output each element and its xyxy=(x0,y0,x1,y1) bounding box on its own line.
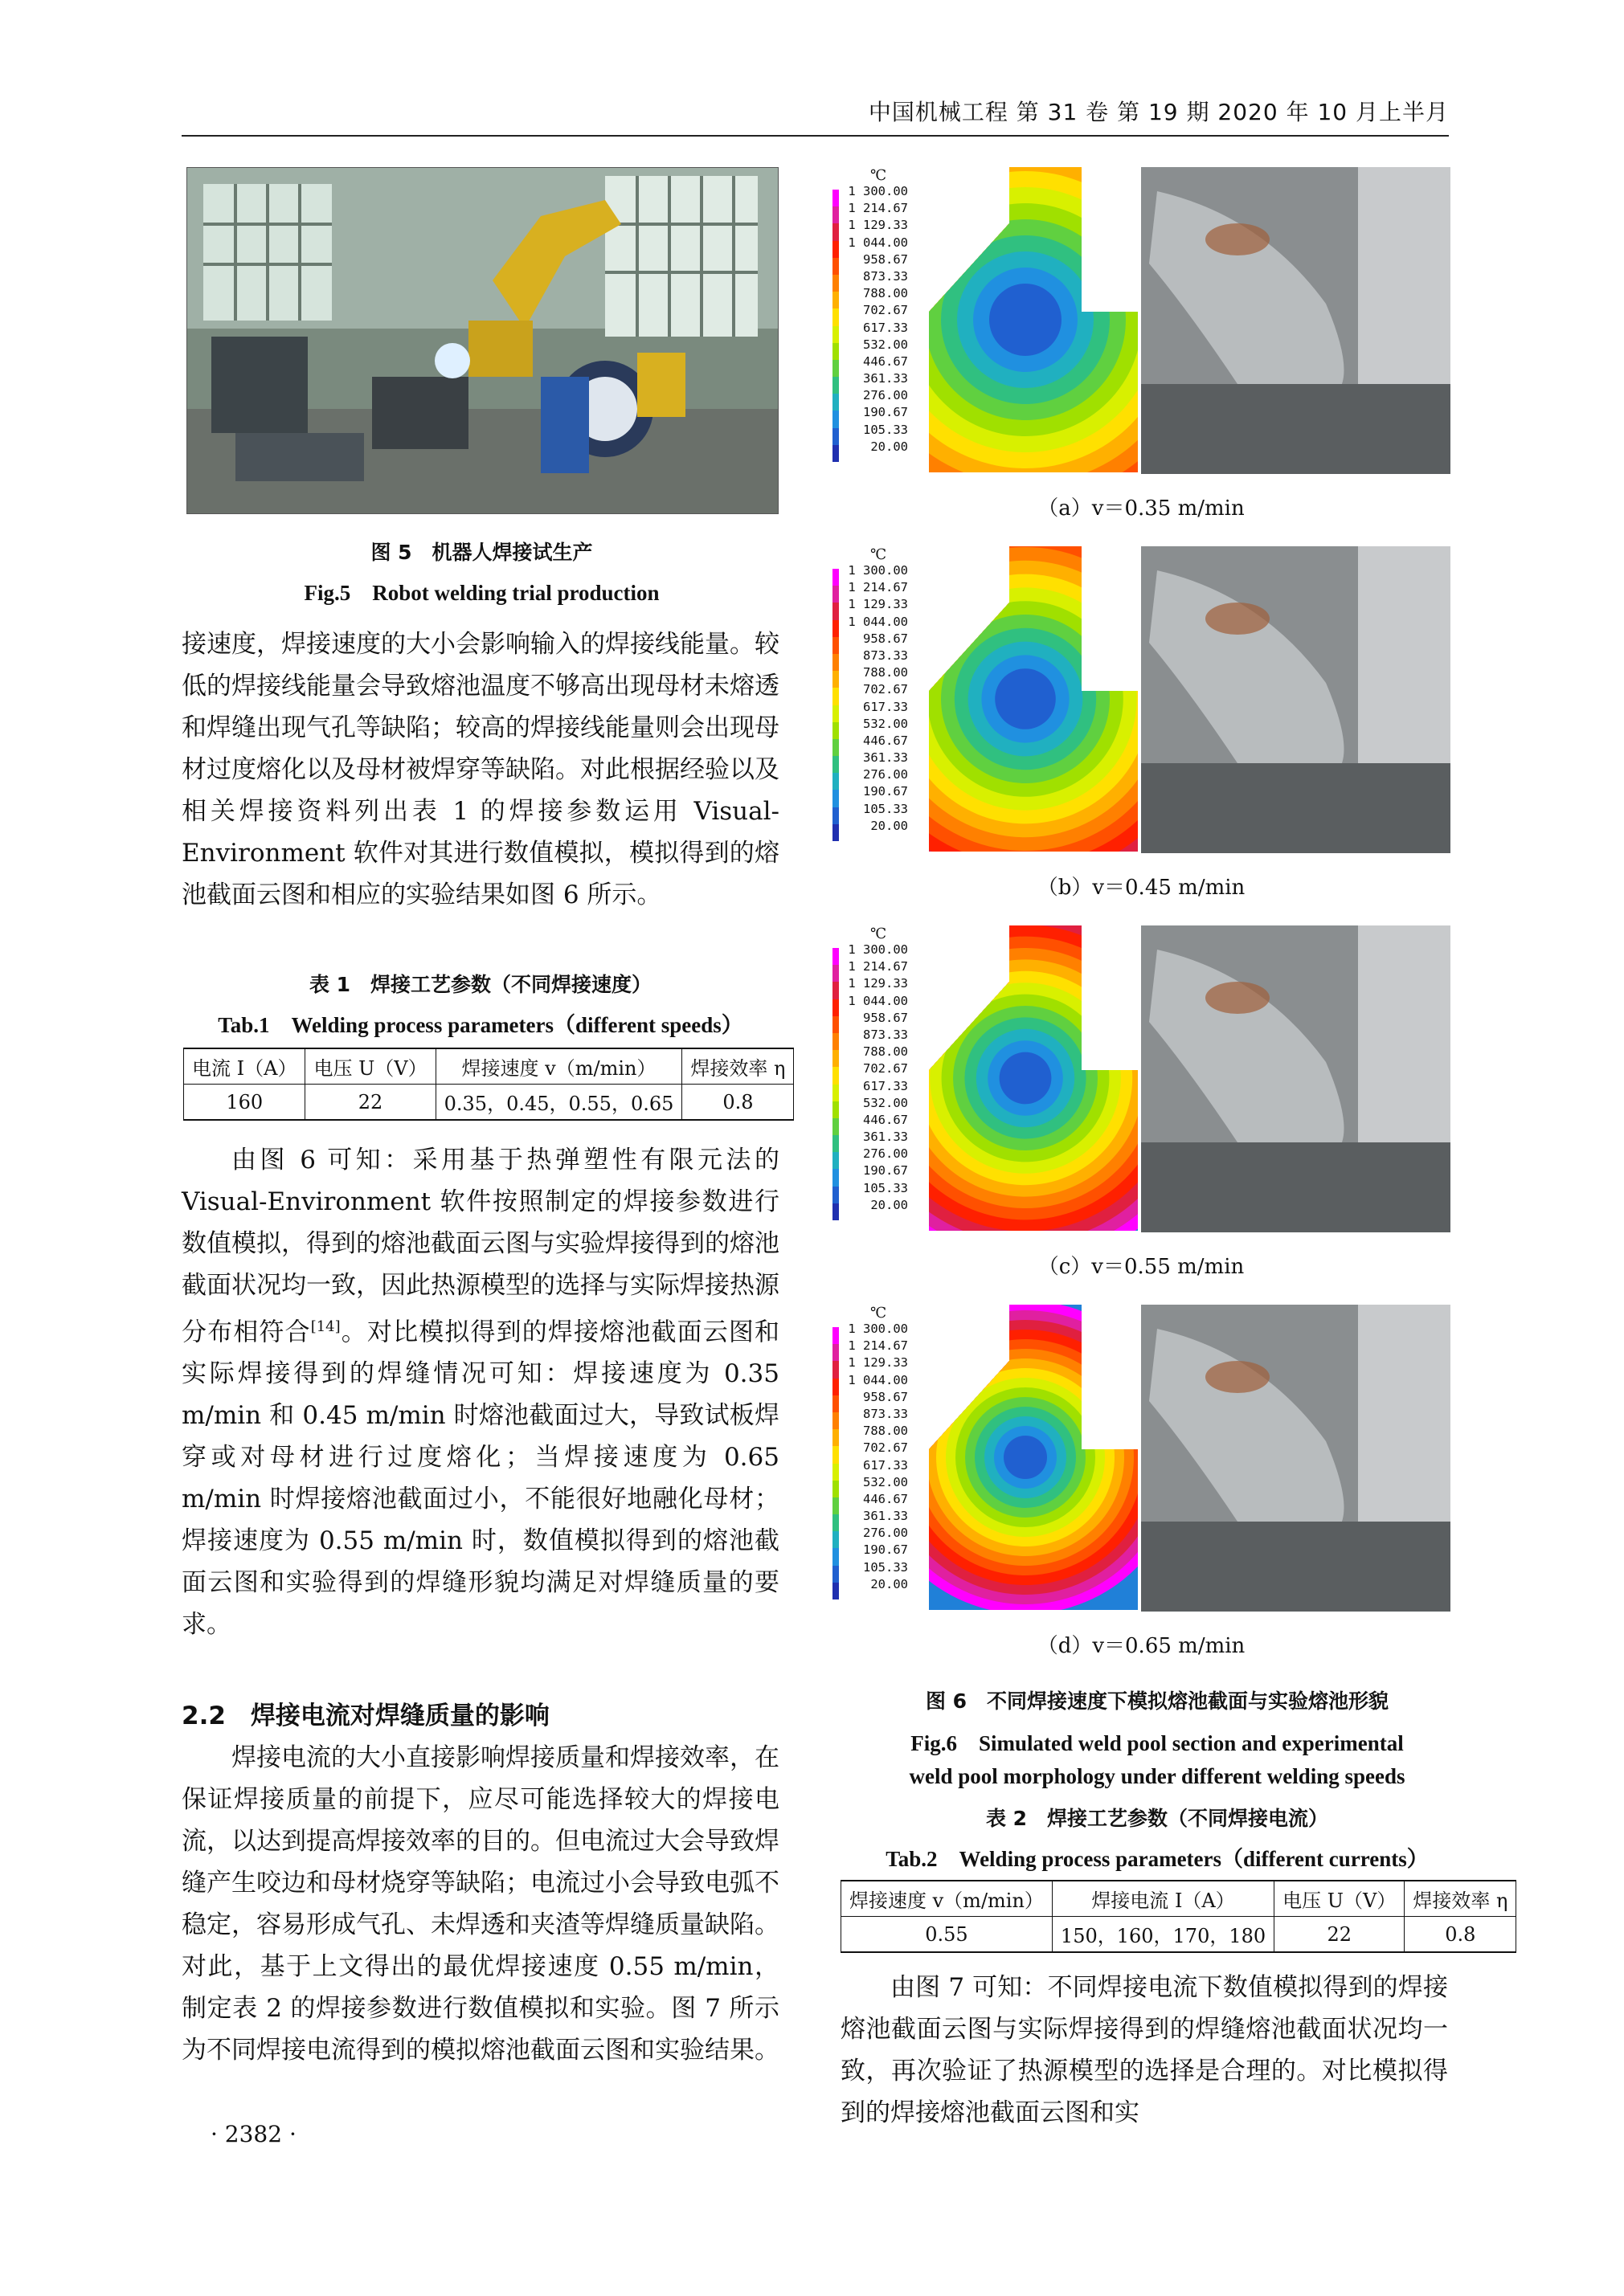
colorbar-tick-label: 190.67 xyxy=(863,1542,908,1558)
table2-caption-cn: 表 2 焊接工艺参数（不同焊接电流） xyxy=(985,1807,1329,1830)
colorbar-tick-label: 532.00 xyxy=(863,1474,908,1489)
colorbar-tick-label: 446.67 xyxy=(863,1112,908,1127)
colorbar-segment xyxy=(832,1067,839,1084)
colorbar-tick-label: 1 214.67 xyxy=(848,959,908,974)
sim-weld-pool-contour xyxy=(929,167,1138,472)
left-paragraph-2-cont: 。对比模拟得到的焊接熔池截面云图和实际焊接得到的焊缝情况可知：焊接速度为 0.35 m/min 和 0.45 m/min 时熔池截面过大，导致试板焊穿或对母材进行过度熔化；当焊接速度为 0.65 m/min 时焊接熔池截面过小，不能很好地融化母材；焊接速度为 0.55 m/min 时，数值模拟得到的熔池截面云图和实验得到的焊缝形貌均满足对焊缝质量的要求。 xyxy=(182,1318,780,1640)
table2-header-cell: 焊接速度 v（m/min） xyxy=(841,1881,1053,1917)
journal-header: 中国机械工程 第 31 卷 第 19 期 2020 年 10 月上半月 xyxy=(868,99,1449,125)
table2-data-row xyxy=(841,1917,1516,1953)
colorbar-tick-label: 873.33 xyxy=(863,1406,908,1421)
colorbar xyxy=(832,190,839,462)
colorbar-segment xyxy=(832,308,839,325)
colorbar-tick-label: 702.67 xyxy=(863,1061,908,1077)
colorbar-tick-label: 617.33 xyxy=(863,699,908,714)
colorbar-segment xyxy=(832,1016,839,1033)
colorbar-segment xyxy=(832,654,839,671)
colorbar-tick-label: 532.00 xyxy=(863,337,908,352)
colorbar-tick-label: 702.67 xyxy=(863,682,908,697)
table2-cell: 0.55 xyxy=(841,1917,1053,1953)
colorbar-segment xyxy=(832,445,839,462)
colorbar-tick-label: 105.33 xyxy=(863,422,908,437)
colorbar-segment xyxy=(832,671,839,688)
isotherm-band xyxy=(1004,1436,1047,1479)
fig6-subcaption: （a）v＝0.35 m/min xyxy=(1037,496,1245,521)
colorbar-tick-label: 105.33 xyxy=(863,801,908,816)
colorbar-tick-label: 617.33 xyxy=(863,320,908,335)
colorbar-segment xyxy=(832,739,839,756)
experiment-weld-photo xyxy=(1141,546,1450,853)
right-paragraph-text: 由图 7 可知：不同焊接电流下数值模拟得到的焊接熔池截面云图与实际焊接得到的焊缝熔池截面状况均一致，再次验证了热源模型的选择是合理的。对比模拟得到的焊接熔池截面云图和实 xyxy=(841,1973,1448,2127)
fig5-caption-cn: 图 5 机器人焊接试生产 xyxy=(370,541,593,564)
colorbar-tick-label: 20.00 xyxy=(870,1576,908,1591)
sim-weld-pool-contour xyxy=(929,1305,1138,1610)
fig6-subcaption: （b）v＝0.45 m/min xyxy=(1037,876,1246,900)
colorbar-segment xyxy=(832,428,839,445)
colorbar-tick-label: 1 300.00 xyxy=(848,563,908,578)
colorbar-tick-label: 1 214.67 xyxy=(848,1338,908,1354)
colorbar-tick-label: 361.33 xyxy=(863,1509,908,1524)
colorbar-tick-label: 276.00 xyxy=(863,767,908,782)
fig6-subcaption: （d）v＝0.65 m/min xyxy=(1037,1634,1246,1658)
colorbar-segment xyxy=(832,241,839,258)
page-number: · 2382 · xyxy=(211,2121,297,2147)
table1-cell: 0.35，0.45，0.55，0.65 xyxy=(436,1085,682,1121)
colorbar-segment xyxy=(832,1583,839,1599)
robot-welding-scene xyxy=(187,168,778,513)
colorbar-segment xyxy=(832,603,839,619)
colorbar-unit: ℃ xyxy=(870,167,887,184)
colorbar-tick-label: 702.67 xyxy=(863,303,908,318)
colorbar-tick-label: 105.33 xyxy=(863,1559,908,1575)
colorbar-segment xyxy=(832,1033,839,1050)
colorbar-tick-label: 1 129.33 xyxy=(848,597,908,612)
experiment-weld-photo xyxy=(1141,167,1450,474)
colorbar-segment xyxy=(832,1344,839,1361)
colorbar-tick-label: 788.00 xyxy=(863,665,908,680)
colorbar xyxy=(832,569,839,841)
colorbar-segment xyxy=(832,275,839,292)
colorbar xyxy=(832,1327,839,1599)
left-paragraph-3-text: 焊接电流的大小直接影响焊接质量和焊接效率，在保证焊接质量的前提下，应尽可能选择较大的焊接电流，以达到提高焊接效率的目的。但电流过大会导致焊缝产生咬边和母材烧穿等缺陷；电流过小会导致电弧不稳定，容易形成气孔、未焊透和夹渣等焊缝质量缺陷。对此，基于上文得出的最优焊接速度 0.55 m/min，制定表 2 的焊接参数进行数值模拟和实验。图 7 所示为不同焊接电流得到的模拟熔池截面云图和实验结果。 xyxy=(182,1743,779,2065)
colorbar-tick-label: 1 300.00 xyxy=(848,942,908,957)
colorbar-tick-label: 276.00 xyxy=(863,1526,908,1541)
colorbar-tick-label: 958.67 xyxy=(863,251,908,267)
colorbar-tick-label: 190.67 xyxy=(863,784,908,799)
colorbar-segment xyxy=(832,1429,839,1446)
colorbar-labels xyxy=(842,1321,908,1593)
isotherm-band xyxy=(1000,1052,1052,1105)
section-heading-2-2: 2.2 焊接电流对焊缝质量的影响 xyxy=(182,1702,550,1730)
colorbar-segment xyxy=(832,1514,839,1531)
colorbar-segment xyxy=(832,377,839,394)
table1-data-row xyxy=(184,1085,794,1121)
fig6-subcaption: （c）v＝0.55 m/min xyxy=(1037,1255,1245,1279)
colorbar-segment xyxy=(832,411,839,427)
colorbar-tick-label: 446.67 xyxy=(863,733,908,748)
fig6-caption-en-2: weld pool morphology under different welding speeds xyxy=(909,1764,1405,1788)
right-paragraph xyxy=(841,1967,1448,2134)
colorbar-segment xyxy=(832,824,839,841)
colorbar-tick-label: 20.00 xyxy=(870,439,908,454)
table2-header-cell: 焊接电流 I（A） xyxy=(1052,1881,1274,1917)
colorbar-tick-label: 1 129.33 xyxy=(848,1355,908,1371)
colorbar-segment xyxy=(832,1050,839,1067)
sim-weld-pool-contour xyxy=(929,546,1138,852)
colorbar-segment xyxy=(832,326,839,343)
experiment-weld-photo xyxy=(1141,925,1450,1232)
colorbar-segment xyxy=(832,1412,839,1429)
table1-cell: 22 xyxy=(305,1085,436,1121)
colorbar-segment xyxy=(832,206,839,223)
colorbar-tick-label: 1 300.00 xyxy=(848,1322,908,1336)
colorbar-segment xyxy=(832,1395,839,1412)
colorbar-tick-label: 1 044.00 xyxy=(848,235,908,250)
colorbar-tick-label: 20.00 xyxy=(870,818,908,833)
experiment-weld-photo xyxy=(1141,1305,1450,1612)
colorbar-segment xyxy=(832,1446,839,1463)
sim-weld-pool-contour xyxy=(929,925,1138,1231)
table2 xyxy=(841,1880,1516,1953)
colorbar-segment xyxy=(832,620,839,637)
colorbar-segment xyxy=(832,948,839,965)
colorbar-segment xyxy=(832,1118,839,1135)
colorbar-segment xyxy=(832,360,839,377)
colorbar-segment xyxy=(832,1531,839,1548)
colorbar-tick-label: 958.67 xyxy=(863,1389,908,1404)
colorbar-segment xyxy=(832,1481,839,1497)
colorbar-unit: ℃ xyxy=(870,546,887,563)
colorbar-segment xyxy=(832,1101,839,1118)
citation-ref: [14] xyxy=(310,1318,341,1335)
colorbar-tick-label: 788.00 xyxy=(863,1044,908,1060)
table1-header-cell: 电流 I（A） xyxy=(184,1048,305,1085)
colorbar-segment xyxy=(832,1085,839,1101)
colorbar-segment xyxy=(832,258,839,275)
colorbar-tick-label: 873.33 xyxy=(863,1027,908,1042)
colorbar-segment xyxy=(832,1464,839,1481)
colorbar-segment xyxy=(832,773,839,790)
colorbar-tick-label: 702.67 xyxy=(863,1440,908,1456)
header-rule xyxy=(182,135,1449,137)
fig5-robot-photo xyxy=(186,167,779,514)
colorbar-segment xyxy=(832,1361,839,1378)
colorbar-unit: ℃ xyxy=(870,925,887,942)
colorbar-labels xyxy=(842,562,908,835)
colorbar-tick-label: 1 044.00 xyxy=(848,614,908,629)
colorbar-tick-label: 361.33 xyxy=(863,750,908,766)
colorbar-segment xyxy=(832,1566,839,1583)
colorbar-tick-label: 190.67 xyxy=(863,1163,908,1179)
colorbar-tick-label: 532.00 xyxy=(863,716,908,731)
colorbar-tick-label: 617.33 xyxy=(863,1457,908,1473)
colorbar-segment xyxy=(832,1169,839,1186)
left-paragraph-2 xyxy=(182,1139,779,1645)
colorbar-tick-label: 1 129.33 xyxy=(848,218,908,233)
colorbar-segment xyxy=(832,1327,839,1344)
colorbar-segment xyxy=(832,722,839,739)
colorbar-labels xyxy=(842,183,908,456)
colorbar-tick-label: 105.33 xyxy=(863,1180,908,1195)
colorbar-tick-label: 361.33 xyxy=(863,371,908,386)
colorbar-segment xyxy=(832,756,839,773)
colorbar-tick-label: 446.67 xyxy=(863,1491,908,1506)
colorbar-tick-label: 958.67 xyxy=(863,1010,908,1025)
colorbar-segment xyxy=(832,982,839,999)
colorbar-segment xyxy=(832,586,839,603)
colorbar-tick-label: 446.67 xyxy=(863,353,908,369)
colorbar-segment xyxy=(832,1187,839,1203)
colorbar-tick-label: 532.00 xyxy=(863,1095,908,1110)
table2-cell: 150，160，170，180 xyxy=(1052,1917,1274,1953)
table2-header-cell: 电压 U（V） xyxy=(1274,1881,1405,1917)
colorbar-segment xyxy=(832,790,839,807)
colorbar-segment xyxy=(832,688,839,705)
colorbar-segment xyxy=(832,1379,839,1395)
colorbar-segment xyxy=(832,1548,839,1565)
colorbar-segment xyxy=(832,569,839,586)
colorbar-segment xyxy=(832,1203,839,1220)
table1-header-cell: 电压 U（V） xyxy=(305,1048,436,1085)
table2-cell: 0.8 xyxy=(1405,1917,1516,1953)
colorbar-tick-label: 1 044.00 xyxy=(848,993,908,1008)
table2-header-row xyxy=(841,1881,1516,1917)
colorbar-segment xyxy=(832,1135,839,1152)
table1-cell: 160 xyxy=(184,1085,305,1121)
colorbar-tick-label: 1 044.00 xyxy=(848,1372,908,1387)
colorbar-tick-label: 190.67 xyxy=(863,405,908,420)
colorbar-segment xyxy=(832,394,839,411)
table1-caption-cn: 表 1 焊接工艺参数（不同焊接速度） xyxy=(309,973,652,996)
colorbar-segment xyxy=(832,999,839,1016)
colorbar-tick-label: 873.33 xyxy=(863,268,908,284)
colorbar-segment xyxy=(832,223,839,240)
left-paragraph-1-text: 接速度，焊接速度的大小会影响输入的焊接线能量。较低的焊接线能量会导致熔池温度不够高出现母材未熔透和焊缝出现气孔等缺陷；较高的焊接线能量则会出现母材过度熔化以及母材被焊穿等缺陷。对此根据经验以及相关焊接资料列出表 1 的焊接参数运用 Visual-Environment 软件对其进行数值模拟，模拟得到的熔池截面云图和相应的实验结果如图 6 所示。 xyxy=(182,630,779,909)
colorbar-segment xyxy=(832,637,839,654)
colorbar-tick-label: 1 214.67 xyxy=(848,201,908,216)
table1-caption-en: Tab.1 Welding process parameters（different speeds） xyxy=(218,1013,743,1037)
colorbar-unit: ℃ xyxy=(870,1305,887,1322)
colorbar-tick-label: 20.00 xyxy=(870,1197,908,1212)
colorbar-tick-label: 617.33 xyxy=(863,1078,908,1093)
table2-cell: 22 xyxy=(1274,1917,1405,1953)
colorbar-segment xyxy=(832,807,839,824)
left-paragraph-3 xyxy=(182,1737,779,2071)
colorbar-segment xyxy=(832,292,839,308)
left-paragraph-2-text: 由图 6 可知：采用基于热弹塑性有限元法的 Visual-Environment 软件按照制定的焊接参数进行数值模拟，得到的熔池截面云图与实验焊接得到的熔池截面状况均一致，因此热源模型的选择与实际焊接热源分布相符合 xyxy=(182,1146,779,1347)
table1-header-row xyxy=(184,1048,794,1085)
colorbar-tick-label: 788.00 xyxy=(863,286,908,301)
colorbar-tick-label: 276.00 xyxy=(863,1146,908,1162)
fig6-caption-cn: 图 6 不同焊接速度下模拟熔池截面与实验熔池形貌 xyxy=(925,1689,1389,1713)
colorbar-tick-label: 788.00 xyxy=(863,1424,908,1439)
table1-header-cell: 焊接速度 v（m/min） xyxy=(436,1048,682,1085)
isotherm-band xyxy=(989,284,1062,356)
table1 xyxy=(183,1048,794,1121)
colorbar-tick-label: 1 300.00 xyxy=(848,184,908,198)
colorbar-tick-label: 1 214.67 xyxy=(848,580,908,595)
colorbar-segment xyxy=(832,1497,839,1514)
colorbar-segment xyxy=(832,705,839,722)
colorbar-segment xyxy=(832,965,839,982)
colorbar-segment xyxy=(832,190,839,206)
table1-header-cell: 焊接效率 η xyxy=(682,1048,794,1085)
colorbar-tick-label: 276.00 xyxy=(863,388,908,403)
colorbar-labels xyxy=(842,942,908,1214)
fig6-caption-en-1: Fig.6 Simulated weld pool section and experimental xyxy=(910,1731,1404,1755)
colorbar-segment xyxy=(832,343,839,360)
fig5-caption-en: Fig.5 Robot welding trial production xyxy=(304,581,660,605)
colorbar-tick-label: 873.33 xyxy=(863,648,908,663)
colorbar xyxy=(832,948,839,1220)
left-paragraph-1 xyxy=(182,623,779,916)
table1-cell: 0.8 xyxy=(682,1085,794,1121)
colorbar-tick-label: 958.67 xyxy=(863,631,908,646)
colorbar-segment xyxy=(832,1152,839,1169)
table2-header-cell: 焊接效率 η xyxy=(1405,1881,1516,1917)
table2-caption-en: Tab.2 Welding process parameters（different currents） xyxy=(886,1847,1429,1871)
isotherm-band xyxy=(995,668,1056,729)
colorbar-tick-label: 361.33 xyxy=(863,1130,908,1145)
colorbar-tick-label: 1 129.33 xyxy=(848,976,908,991)
